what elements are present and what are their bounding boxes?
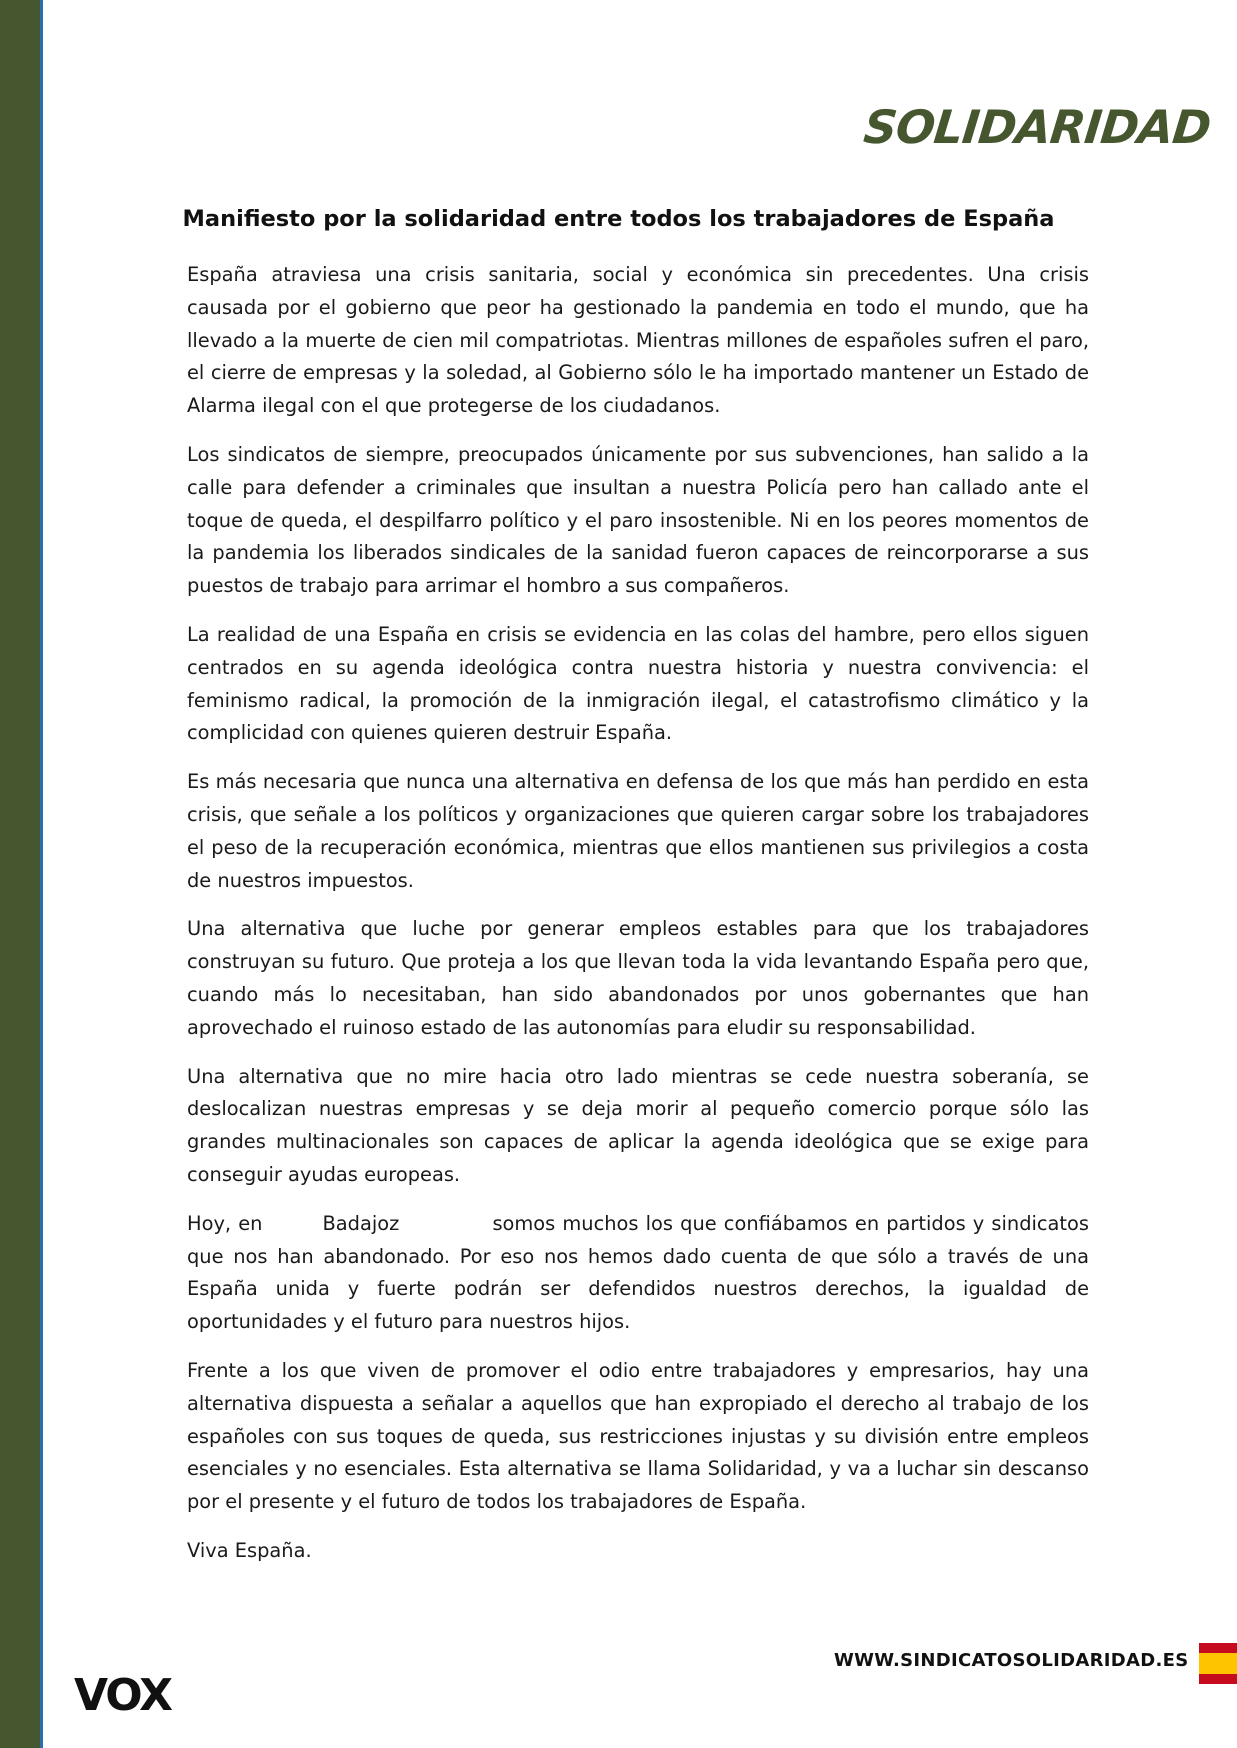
left-side-band — [0, 0, 43, 1748]
footer-url: WWW.SINDICATOSOLIDARIDAD.ES — [834, 1650, 1189, 1671]
paragraph-4: Es más necesaria que nunca una alternativa en defensa de los que más han perdido en esta crisis, que señale a los políticos y organizaciones que quieren cargar sobre los trabajadores el peso de la recuperación económica, mientras que ellos mantienen sus privilegios a costa de nuestros impuestos. — [187, 770, 1089, 892]
document-body — [187, 259, 1089, 1584]
paragraph-5: Una alternativa que luche por generar empleos estables para que los trabajadores construyan su futuro. Que proteja a los que llevan toda la vida levantando España pero que, cuando más lo necesitaban, han sido abandonados por unos gobernantes que han aprovechado el ruinoso estado de las autonomías para eludir su responsabilidad. — [187, 917, 1089, 1039]
vox-logo: VOX — [74, 1670, 172, 1721]
paragraph-final: Frente a los que viven de promover el odio entre trabajadores y empresarios, hay una alternativa dispuesta a señalar a aquellos que han expropiado el derecho al trabajo de los españoles con sus toques de queda, sus restricciones injustas y su división entre empleos esenciales y no esenciales. Esta alternativa se llama Solidaridad, y va a luchar sin descanso por el presente y el futuro de todos los trabajadores de España. — [187, 1358, 1089, 1514]
city-suffix: somos muchos los que confiábamos en partidos y sindicatos que nos han abandonado. Por eso nos hemos dado cuenta de que sólo a través de una España unida y fuerte podrán ser defendidos nuestros derechos, la igualdad de oportunidades y el futuro para nuestros hijos. — [187, 1211, 1090, 1334]
closing-line: Viva España. — [187, 1538, 312, 1562]
document-title: Manifiesto por la solidaridad entre todos los trabajadores de España — [182, 206, 1055, 232]
city-name: Badajoz — [322, 1211, 400, 1235]
paragraph-6: Una alternativa que no mire hacia otro lado mientras se cede nuestra soberanía, se deslocalizan nuestras empresas y se deja morir al pequeño comercio porque sólo las grandes multinacionales son capaces de aplicar la agenda ideológica que se exige para conseguir ayudas europeas. — [187, 1064, 1089, 1186]
paragraph-city — [187, 1208, 1089, 1339]
solidaridad-logo: SOLIDARIDAD — [861, 100, 1213, 154]
paragraph-3: La realidad de una España en crisis se evidencia en las colas del hambre, pero ellos siguen centrados en su agenda ideológica contra nuestra historia y nuestra convivencia: el feminismo radical, la promoción de la inmigración ilegal, el catastrofismo climático y la complicidad con quienes quieren destruir España. — [187, 622, 1089, 745]
city-prefix: Hoy, en — [187, 1211, 263, 1235]
paragraph-2: Los sindicatos de siempre, preocupados únicamente por sus subvenciones, han salido a la calle para defender a criminales que insultan a nuestra Policía pero han callado ante el toque de queda, el despilfarro político y el paro insostenible. Ni en los peores momentos de la pandemia los liberados sindicales de la sanidad fueron capaces de reincorporarse a sus puestos de trabajo para arrimar el hombro a sus compañeros. — [187, 442, 1089, 598]
spain-flag-icon — [1199, 1643, 1237, 1684]
paragraph-1: España atraviesa una crisis sanitaria, social y económica sin precedentes. Una crisis causada por el gobierno que peor ha gestionado la pandemia en todo el mundo, que ha llevado a la muerte de cien mil compatriotas. Mientras millones de españoles sufren el paro, el cierre de empresas y la soledad, al Gobierno sólo le ha importado mantener un Estado de Alarma ilegal con el que protegerse de los ciudadanos. — [187, 263, 1089, 418]
